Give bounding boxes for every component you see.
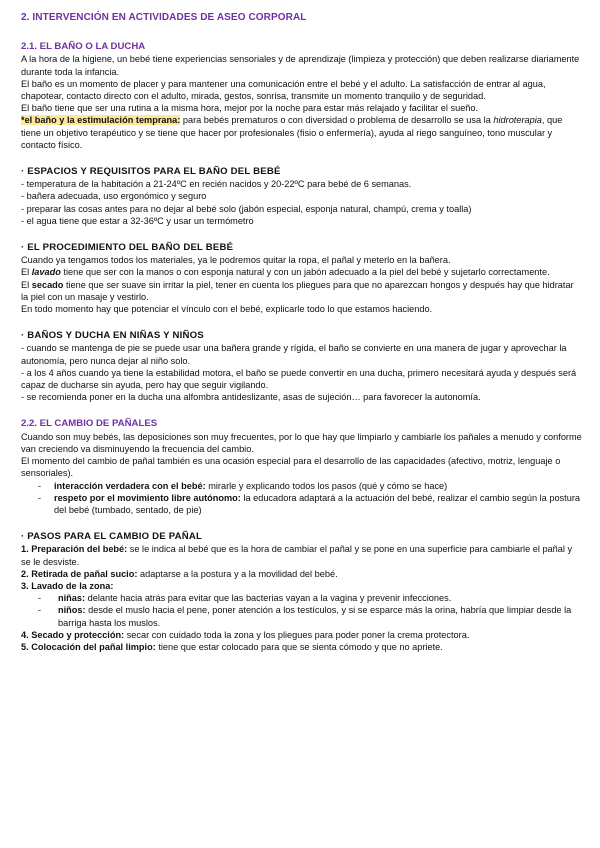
step-text: tiene que estar colocado para que se sienta cómodo y que no apriete. [155, 641, 443, 652]
bullet-bold: niñas: [58, 593, 86, 604]
paragraph: En todo momento hay que potenciar el vínculo con el bebé, explicarle todo lo que estamos haciendo. [21, 304, 433, 315]
section-espacios [21, 166, 582, 227]
subsection-heading-banos: · BAÑOS Y DUCHA EN NIÑAS Y NIÑOS [21, 330, 204, 342]
step-3-list [21, 592, 582, 629]
paragraph-secado [21, 279, 582, 303]
italic-term: hidroterapia [493, 115, 542, 126]
bullet-bold: respeto por el movimiento libre autónomo: [54, 492, 241, 503]
list-item: - bañera adecuada, uso ergonómico y seguro [21, 191, 207, 202]
highlighted-term: *el baño y la estimulación temprana: [21, 115, 181, 126]
text-run: para bebés prematuros o con diversidad o problema de desarrollo se usa la [180, 115, 494, 126]
bullet-bold: interacción verdadera con el bebé: [54, 480, 206, 491]
list-item [38, 492, 582, 516]
section-pasos [21, 531, 582, 653]
list-item: - se recomienda poner en la ducha una alfombra antideslizante, asas de sujeción… para favorecer la autonomía. [21, 392, 481, 403]
step-1 [21, 543, 582, 567]
paragraph-lavado [21, 266, 582, 278]
list-item [38, 592, 582, 604]
paragraph: El baño tiene que ser una rutina a la misma hora, mejor por la noche para estar más relajado y facilitar el sueño. [21, 103, 479, 114]
section-banos-ninos [21, 330, 582, 403]
list-item: - temperatura de la habitación a 21-24ºC en recién nacidos y 20-22ºC para bebé de 6 semanas. [21, 179, 412, 190]
bullet-text: mirarle y explicando todos los pasos (qué y cómo se hace) [205, 480, 448, 491]
step-label: 5. Colocación del pañal limpio: [21, 641, 156, 652]
paragraph-estimulacion [21, 114, 582, 151]
list-item: - preparar las cosas antes para no dejar al bebé solo (jabón especial, esponja natural, champú, crema y toalla) [21, 203, 472, 214]
step-text: se le indica al bebé que es la hora de cambiar el pañal y se pone en una superficie para cambiarle el pañal y se le desviste. [21, 544, 573, 567]
bullet-text: delante hacia atrás para evitar que las bacterias vayan a la vagina y prevenir infecciones. [85, 593, 452, 604]
paragraph: Cuando son muy bebés, las deposiciones son muy frecuentes, por lo que hay que limpiarlo y cambiarle los pañales a menudo y conforme van creciendo va disminuyendo la frecuencia del cambio. [21, 431, 582, 454]
paragraph: Cuando ya tengamos todos los materiales, ya le podremos quitar la ropa, el pañal y meterlo en la bañera. [21, 255, 451, 266]
text-run: El [21, 267, 32, 278]
step-5 [21, 641, 582, 653]
bullet-bold: niños: [58, 605, 86, 616]
step-text: secar con cuidado toda la zona y los pliegues para poder poner la crema protectora. [124, 629, 470, 640]
text-run: tiene que ser con la manos o con esponja natural y con un jabón adecuado a la piel del bebé y sujetarlo correctamente. [60, 267, 550, 278]
section-bano-ducha [21, 41, 582, 151]
step-label: 3. Lavado de la zona: [21, 580, 114, 591]
panales-bullet-list [21, 480, 582, 517]
paragraph: A la hora de la higiene, un bebé tiene experiencias sensoriales y de aprendizaje (limpieza y protección) que deben realizarse diariamente durante toda la infancia. [21, 54, 580, 77]
paragraph: El momento del cambio de pañal también es una ocasión especial para el desarrollo de las capacidades (afectivo, motriz, lenguaje o sensoriales). [21, 456, 561, 479]
section-procedimiento [21, 242, 582, 315]
bullet-text: desde el muslo hacia el pene, poner atención a los testículos, y si se esparce más la orina, habría que limpiar desde la barriga hasta los muslos. [58, 605, 572, 628]
text-run: El [21, 279, 32, 290]
subsection-heading-espacios: · ESPACIOS Y REQUISITOS PARA EL BAÑO DEL BEBÉ [21, 166, 281, 178]
bold-term-secado: secado [31, 279, 64, 290]
step-label: 2. Retirada de pañal sucio: [21, 568, 138, 579]
section-heading-bano: 2.1. EL BAÑO O LA DUCHA [21, 41, 146, 53]
list-item: - cuando se mantenga de pie se puede usar una bañera grande y rígida, el baño se convierte en una manera de jugar y aprovechar la autonomía, pero nunca dejar al niño solo. [21, 343, 567, 366]
paragraph: El baño es un momento de placer y para mantener una comunicación entre el bebé y el adulto. La satisfacción de entrar al agua, chapotear, contacto directo con el adulto, mirada, gestos, sonrisa, transmite un momento tranquilo y de seguridad. [21, 78, 546, 102]
bold-term-lavado: lavado [31, 267, 61, 278]
list-item [38, 604, 582, 628]
step-3 [21, 580, 582, 592]
section-heading-panales: 2.2. EL CAMBIO DE PAÑALES [21, 418, 158, 430]
list-item [38, 480, 582, 492]
subsection-heading-procedimiento: · EL PROCEDIMIENTO DEL BAÑO DEL BEBÉ [21, 242, 234, 254]
document-content [21, 12, 582, 653]
section-cambio-panales [21, 418, 582, 516]
list-item: - el agua tiene que estar a 32-36ºC y usar un termómetro [21, 215, 254, 226]
step-4 [21, 629, 582, 641]
step-label: 4. Secado y protección: [21, 629, 125, 640]
step-2 [21, 568, 582, 580]
list-item: - a los 4 años cuando ya tiene la estabilidad motora, el baño se puede convertir en una ducha, primero necesitará ayuda y después será capaz de ducharse sin ayuda, pero hay que seguir vigilando. [21, 367, 577, 391]
text-run: , que tiene un objetivo terapéutico y se tiene que hacer por profesionales (fisio o enfermería), ayuda al riego sanguíneo, tono muscular y contacto físico. [21, 115, 563, 150]
text-run: tiene que ser suave sin irritar la piel, tener en cuenta los pliegues para que no aparezcan hongos y después hay que hidratar la piel con un masaje y vestirlo. [21, 279, 574, 302]
step-label: 1. Preparación del bebé: [21, 544, 128, 555]
step-text: adaptarse a la postura y a la movilidad del bebé. [137, 568, 338, 579]
bullet-text: la educadora adaptará a la actuación del bebé, realizar el cambio según la postura del bebé (tumbado, sentado, de pie) [54, 492, 580, 515]
document-title: 2. INTERVENCIÓN EN ACTIVIDADES DE ASEO CORPORAL [21, 12, 307, 23]
subsection-heading-pasos: · PASOS PARA EL CAMBIO DE PAÑAL [21, 531, 203, 543]
